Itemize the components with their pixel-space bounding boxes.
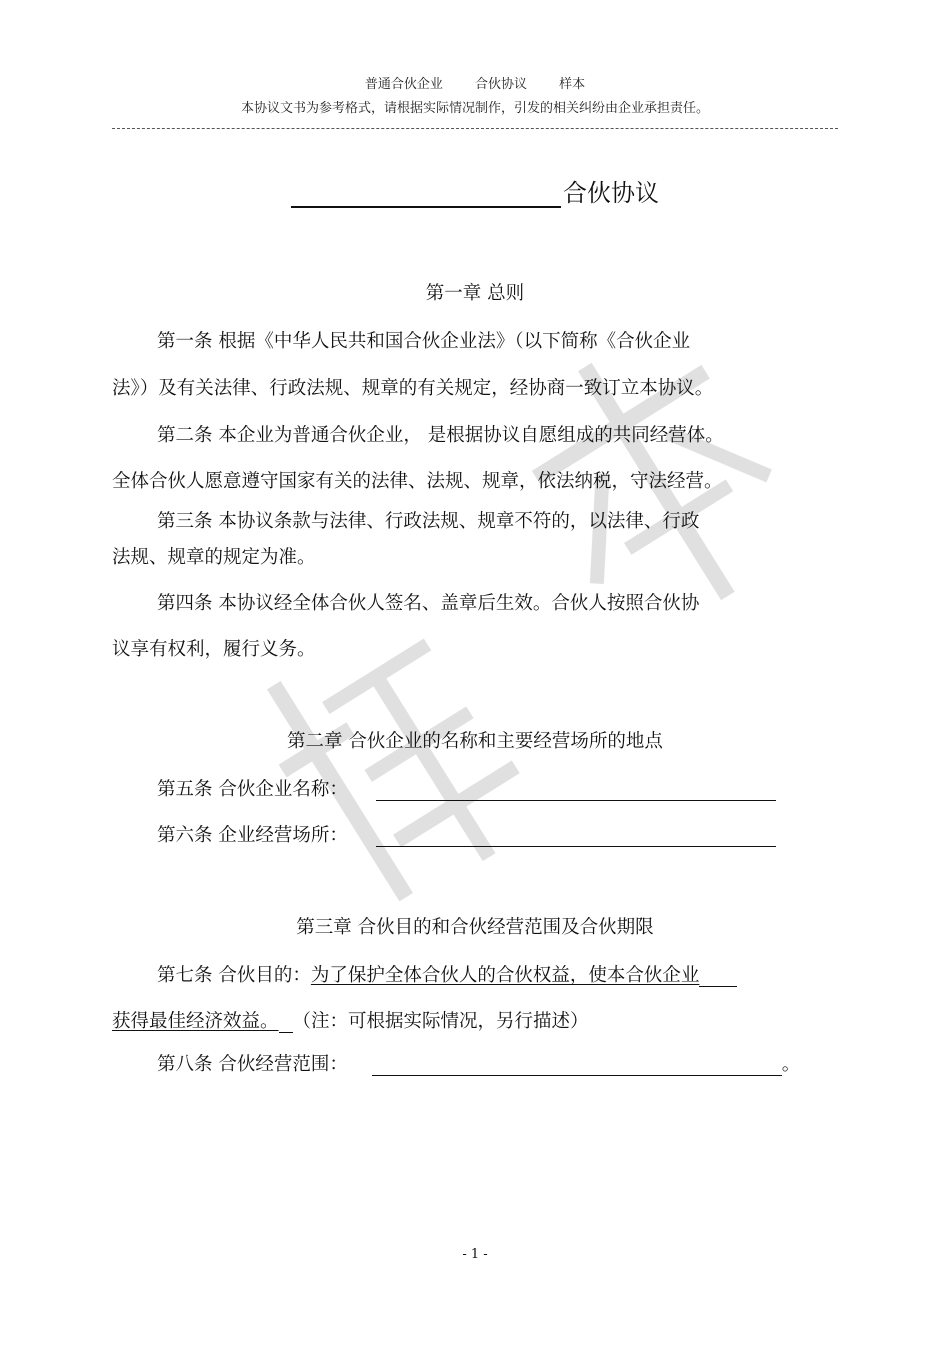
header-item: 样本 <box>559 77 586 92</box>
title-blank <box>291 178 561 208</box>
period-mark: 。 <box>781 1054 801 1075</box>
article-text: 议享有权利，履行义务。 <box>112 639 316 660</box>
page-header-disclaimer: 本协议文书为参考格式，请根据实际情况制作，引发的相关纠纷由企业承担责任。 <box>240 101 709 116</box>
article-text: 第二条 本企业为普通合伙企业， 是根据协议自愿组成的共同经营体。 <box>157 425 724 446</box>
article-text: 法规、规章的规定为准。 <box>112 547 316 568</box>
article-label: 第六条 企业经营场所： <box>157 825 348 846</box>
header-divider <box>112 128 838 129</box>
article-row <box>157 1050 800 1076</box>
article-text: 第三条 本协议条款与法律、行政法规、规章不符的，以法律、行政 <box>157 511 700 532</box>
page-number: - 1 - <box>462 1247 488 1262</box>
article-text: 第四条 本协议经全体合伙人签名、盖章后生效。合伙人按照合伙协 <box>157 593 700 614</box>
purpose-note: （注：可根据实际情况，另行描述） <box>292 1011 589 1032</box>
document-title <box>0 173 950 208</box>
article-text: 全体合伙人愿意遵守国家有关的法律、法规、规章，依法纳税，守法经营。 <box>112 471 723 492</box>
article-row <box>157 821 776 847</box>
chapter-heading: 第二章 合伙企业的名称和主要经营场所的地点 <box>287 731 663 752</box>
article-label: 第七条 合伙目的： <box>157 965 311 986</box>
chapter-heading: 第三章 合伙目的和合伙经营范围及合伙期限 <box>296 917 654 938</box>
business-scope-blank <box>372 1053 782 1076</box>
purpose-blank <box>279 1012 293 1033</box>
article-text: 第一条 根据《中华人民共和国合伙企业法》（以下简称《合伙企业 <box>157 331 691 352</box>
purpose-text: 获得最佳经济效益。 <box>112 1011 279 1032</box>
purpose-blank <box>699 966 737 987</box>
article-label: 第五条 合伙企业名称： <box>157 779 348 800</box>
article-row <box>157 961 737 987</box>
chapter-heading: 第一章 总则 <box>425 283 525 304</box>
header-item: 合伙协议 <box>474 77 527 92</box>
business-address-blank <box>376 824 776 847</box>
article-text: 法》）及有关法律、行政法规、规章的有关规定，经协商一致订立本协议。 <box>112 378 714 399</box>
article-row <box>157 775 776 801</box>
header-item: 普通合伙企业 <box>364 77 443 92</box>
page-header-title <box>0 73 950 92</box>
article-row <box>112 1007 589 1033</box>
purpose-text: 为了保护全体合伙人的合伙权益，使本合伙企业 <box>310 965 700 986</box>
document-title-text: 合伙协议 <box>563 179 659 207</box>
article-label: 第八条 合伙经营范围： <box>157 1054 348 1075</box>
company-name-blank <box>376 778 776 801</box>
